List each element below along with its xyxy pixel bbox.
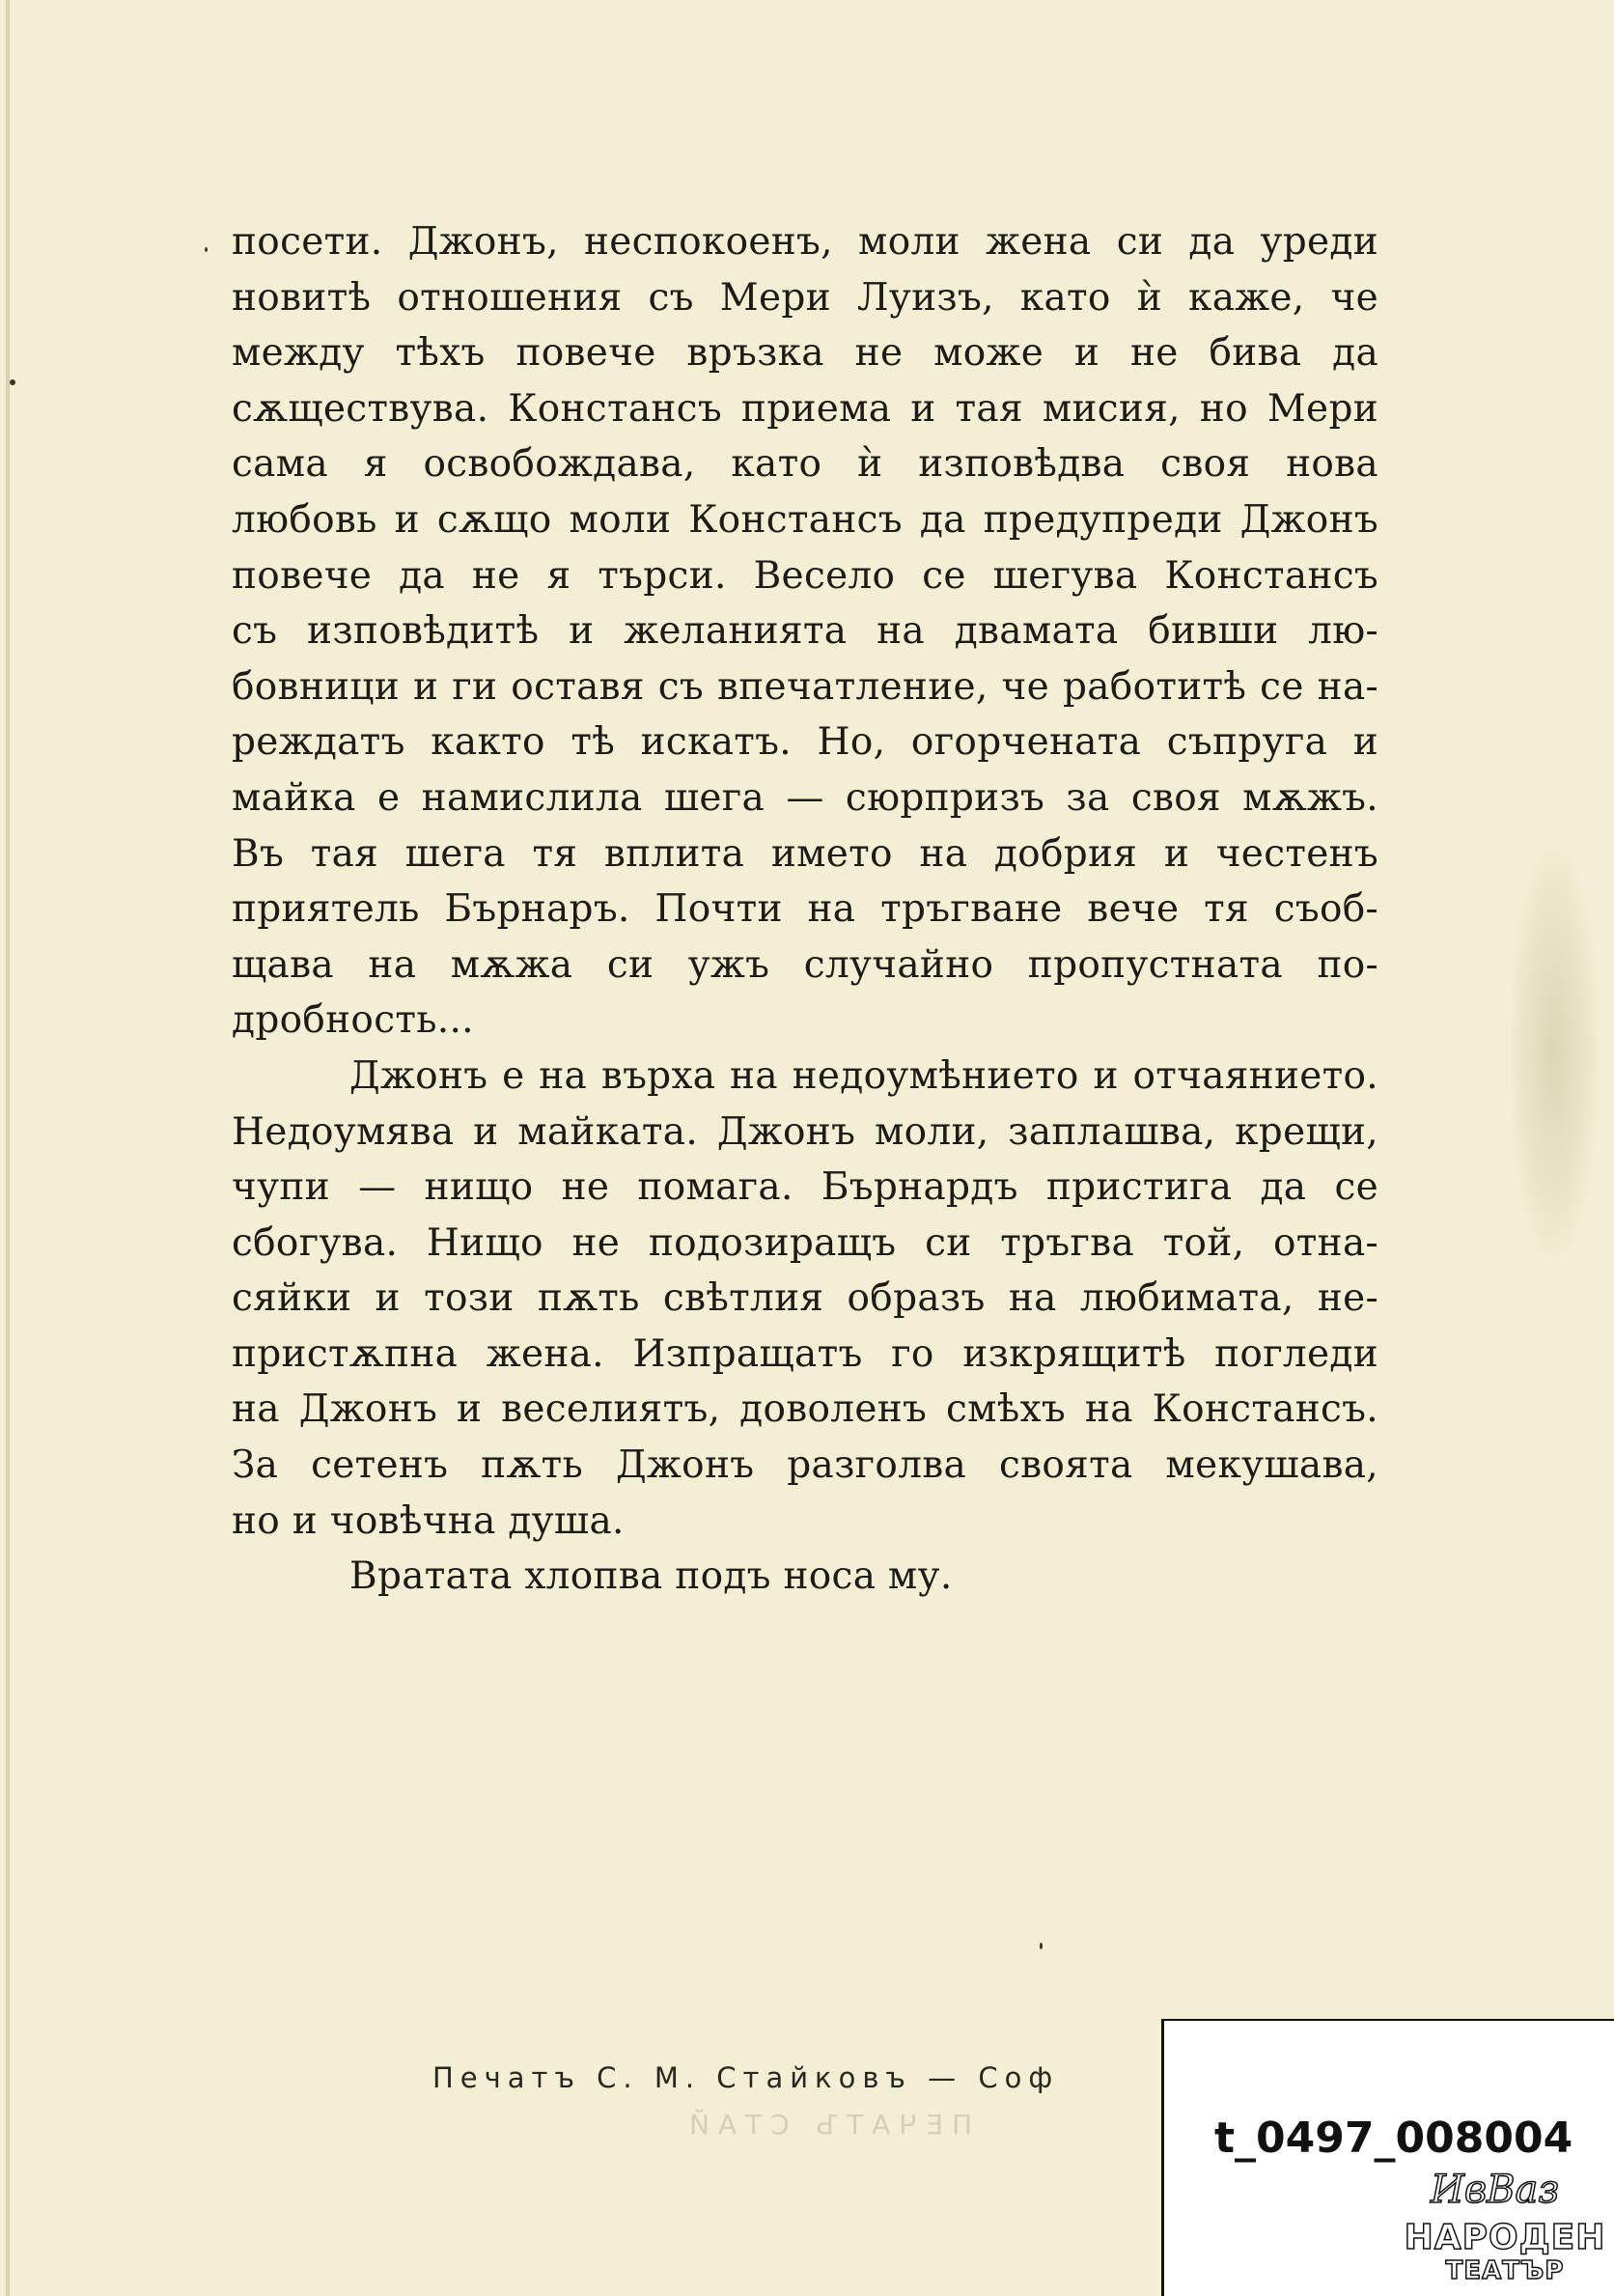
text-line: съ изповѣдитѣ и желанията на двамата бивши лю- xyxy=(232,609,1378,654)
text-line: пристѫпна жена. Изпращатъ го изкрящитѣ погледи xyxy=(232,1331,1378,1376)
text-line: дробность... xyxy=(232,998,474,1043)
text-line: сама я освобождава, като ѝ изповѣдва своя нова xyxy=(232,442,1378,487)
text-line: чупи — нищо не помага. Бърнардъ пристига да се xyxy=(232,1165,1378,1210)
text-line: За сетенъ пѫть Джонъ разголва своята мекушава, xyxy=(232,1443,1378,1488)
text-line: Недоумява и майката. Джонъ моли, заплашва, крещи, xyxy=(232,1109,1378,1154)
text-line: приятель Бърнаръ. Почти на тръгване вече тя съоб- xyxy=(232,887,1378,932)
catalog-id: t_0497_008004 xyxy=(1214,2114,1573,2163)
national-theatre-logo xyxy=(1404,2168,1606,2291)
text-line: на Джонъ и веселиятъ, доволенъ смѣхъ на Констансъ. xyxy=(232,1387,1378,1432)
printer-imprint: Печатъ С. М. Стайковъ — Соф xyxy=(432,2061,1060,2094)
text-line: повече да не я търси. Весело се шегува Констансъ xyxy=(232,553,1378,598)
text-line: новитѣ отношения съ Мери Луизъ, като ѝ каже, че xyxy=(232,275,1378,320)
ink-speck xyxy=(205,247,208,252)
text-line: Джонъ е на върха на недоумѣнието и отчаянието. xyxy=(349,1053,1378,1098)
bleed-through-imprint: ПЕЧАТЪ СТАЙ xyxy=(681,2109,973,2141)
paper-stain xyxy=(1511,850,1598,1255)
text-line: сѫществува. Констансъ приема и тая мисия, но Мери xyxy=(232,386,1378,431)
text-line: майка е намислила шега — сюрпризъ за своя мѫжъ. xyxy=(232,775,1378,820)
text-line: Въ тая шега тя вплита името на добрия и честенъ xyxy=(232,831,1378,876)
text-line: но и човѣчна душа. xyxy=(232,1498,625,1543)
text-line: реждатъ както тѣ искатъ. Но, огорчената съпруга и xyxy=(232,720,1378,765)
page-edge xyxy=(6,0,10,2296)
text-line: посети. Джонъ, неспокоенъ, моли жена си да уреди xyxy=(232,220,1378,264)
logo-signature: ИвВаз xyxy=(1431,2168,1560,2212)
text-line: между тѣхъ повече връзка не може и не бива да xyxy=(232,331,1378,376)
text-line: Вратата хлопва подъ носа му. xyxy=(349,1554,953,1599)
text-line: сяйки и този пѫть свѣтлия образъ на любимата, не- xyxy=(232,1276,1378,1321)
text-line: щава на мѫжа си ужъ случайно пропустната по- xyxy=(232,942,1378,987)
catalog-label xyxy=(1161,2019,1614,2296)
logo-text-theatre: ТЕАТЪР xyxy=(1445,2256,1565,2285)
text-line: бовници и ги оставя съ впечатление, че работитѣ се на- xyxy=(232,664,1378,709)
text-line: любовь и сѫщо моли Констансъ да предупреди Джонъ xyxy=(232,497,1378,542)
logo-text-national: НАРОДЕН xyxy=(1404,2218,1606,2257)
ink-speck xyxy=(10,379,15,385)
text-line: сбогува. Нищо не подозиращъ си тръгва той, отна- xyxy=(232,1220,1378,1265)
document-text xyxy=(232,214,1378,1605)
ink-speck xyxy=(1040,1943,1043,1949)
